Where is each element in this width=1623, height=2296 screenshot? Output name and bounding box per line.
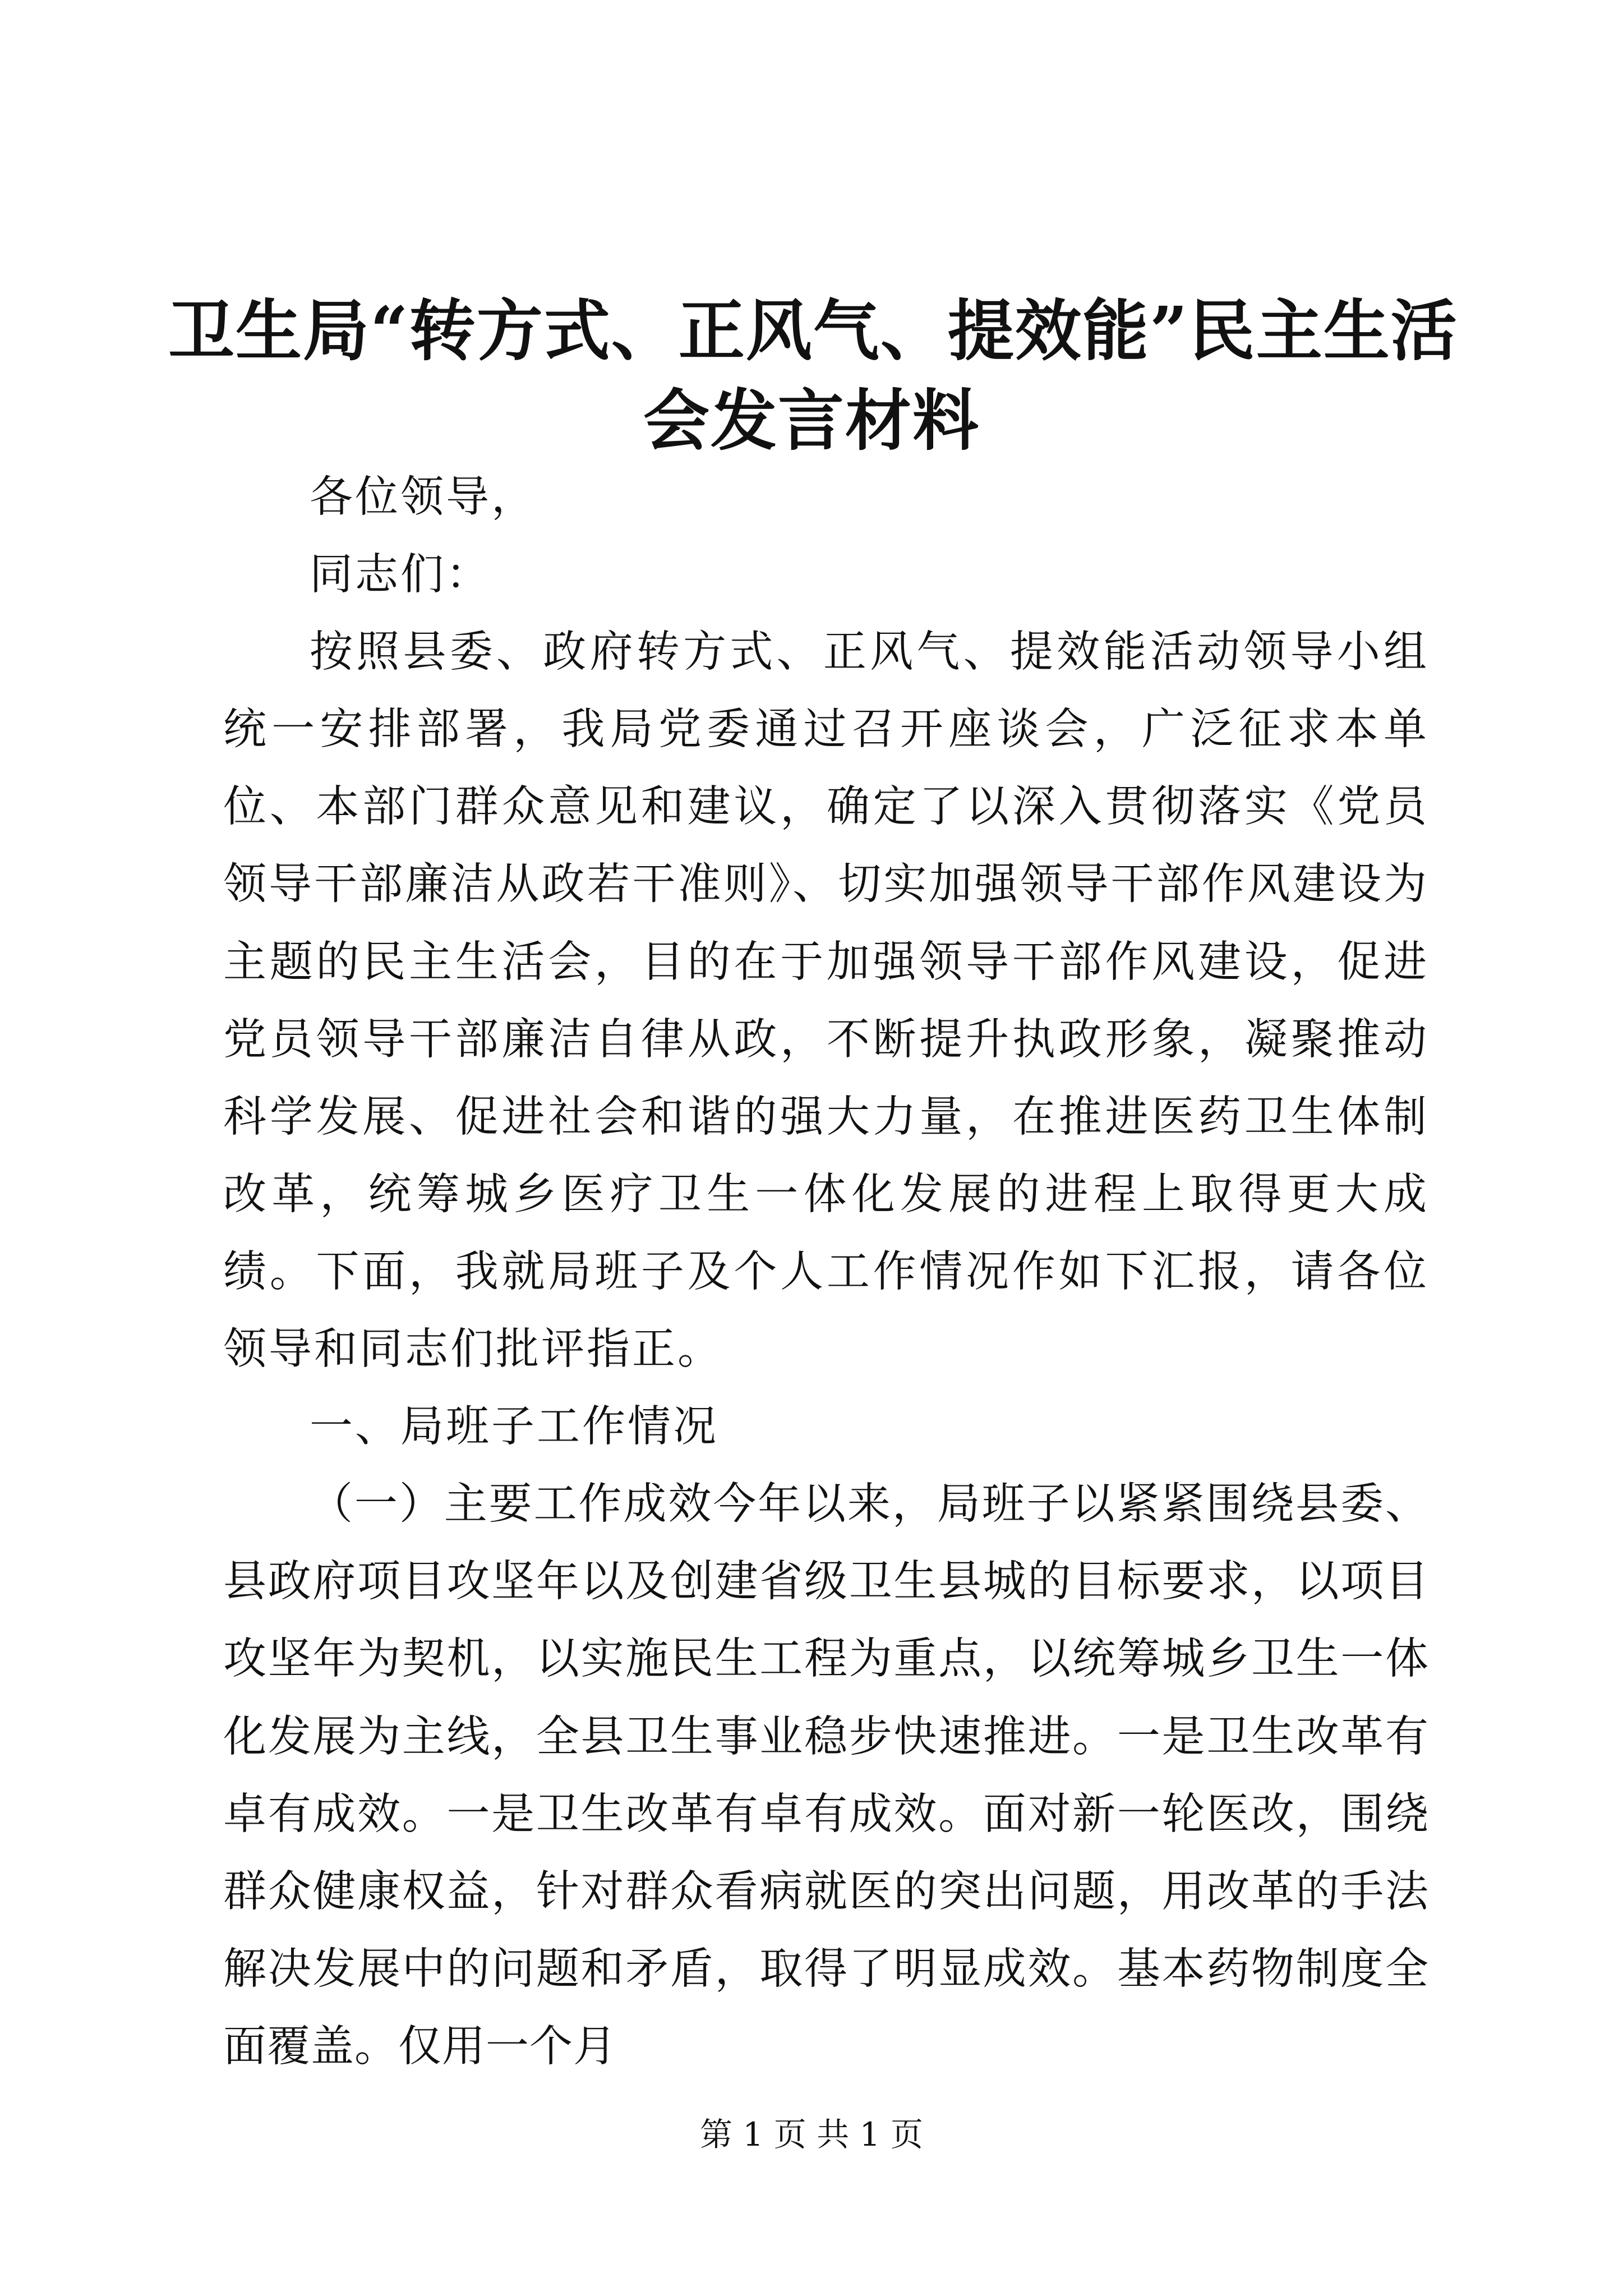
body-paragraph-achievements: （一）主要工作成效今年以来，局班子以紧紧围绕县委、县政府项目攻坚年以及创建省级卫生县城的目标要求，以项目攻坚年为契机，以实施民生工程为重点，以统筹城乡卫生一体化发展为主线，全县卫生事业稳步快速推进。一是卫生改革有卓有成效。一是卫生改革有卓有成效。面对新一轮医改，围绕群众健康权益，针对群众看病就医的突出问题，用改革的手法解决发展中的问题和矛盾，取得了明显成效。基本药物制度全面覆盖。仅用一个月 — [223, 1479, 1429, 2072]
page-number-footer: 第 1 页 共 1 页 — [700, 2115, 923, 2154]
document-title-line-1: 卫生局“转方式、正风气、提效能”民主生活 — [168, 292, 1458, 370]
document-body — [223, 459, 1429, 2086]
salutation-leaders: 各位领导， — [310, 472, 537, 522]
body-paragraph-intro: 按照县委、政府转方式、正风气、提效能活动领导小组统一安排部署，我局党委通过召开座谈会，广泛征求本单位、本部门群众意见和建议，确定了以深入贯彻落实《党员领导干部廉洁从政若干准则》、切实加强领导干部作风建设为主题的民主生活会，目的在于加强领导干部作风建设，促进党员领导干部廉洁自律从政，不断提升执政形象，凝聚推动科学发展、促进社会和谐的强大力量，在推进医药卫生体制改革，统筹城乡医疗卫生一体化发展的进程上取得更大成绩。下面，我就局班子及个人工作情况作如下汇报，请各位领导和同志们批评指正。 — [223, 627, 1429, 1375]
salutation-comrades: 同志们： — [310, 550, 491, 600]
section-heading-1: 一、局班子工作情况 — [310, 1402, 718, 1452]
document-title-line-2: 会发言材料 — [643, 381, 980, 459]
